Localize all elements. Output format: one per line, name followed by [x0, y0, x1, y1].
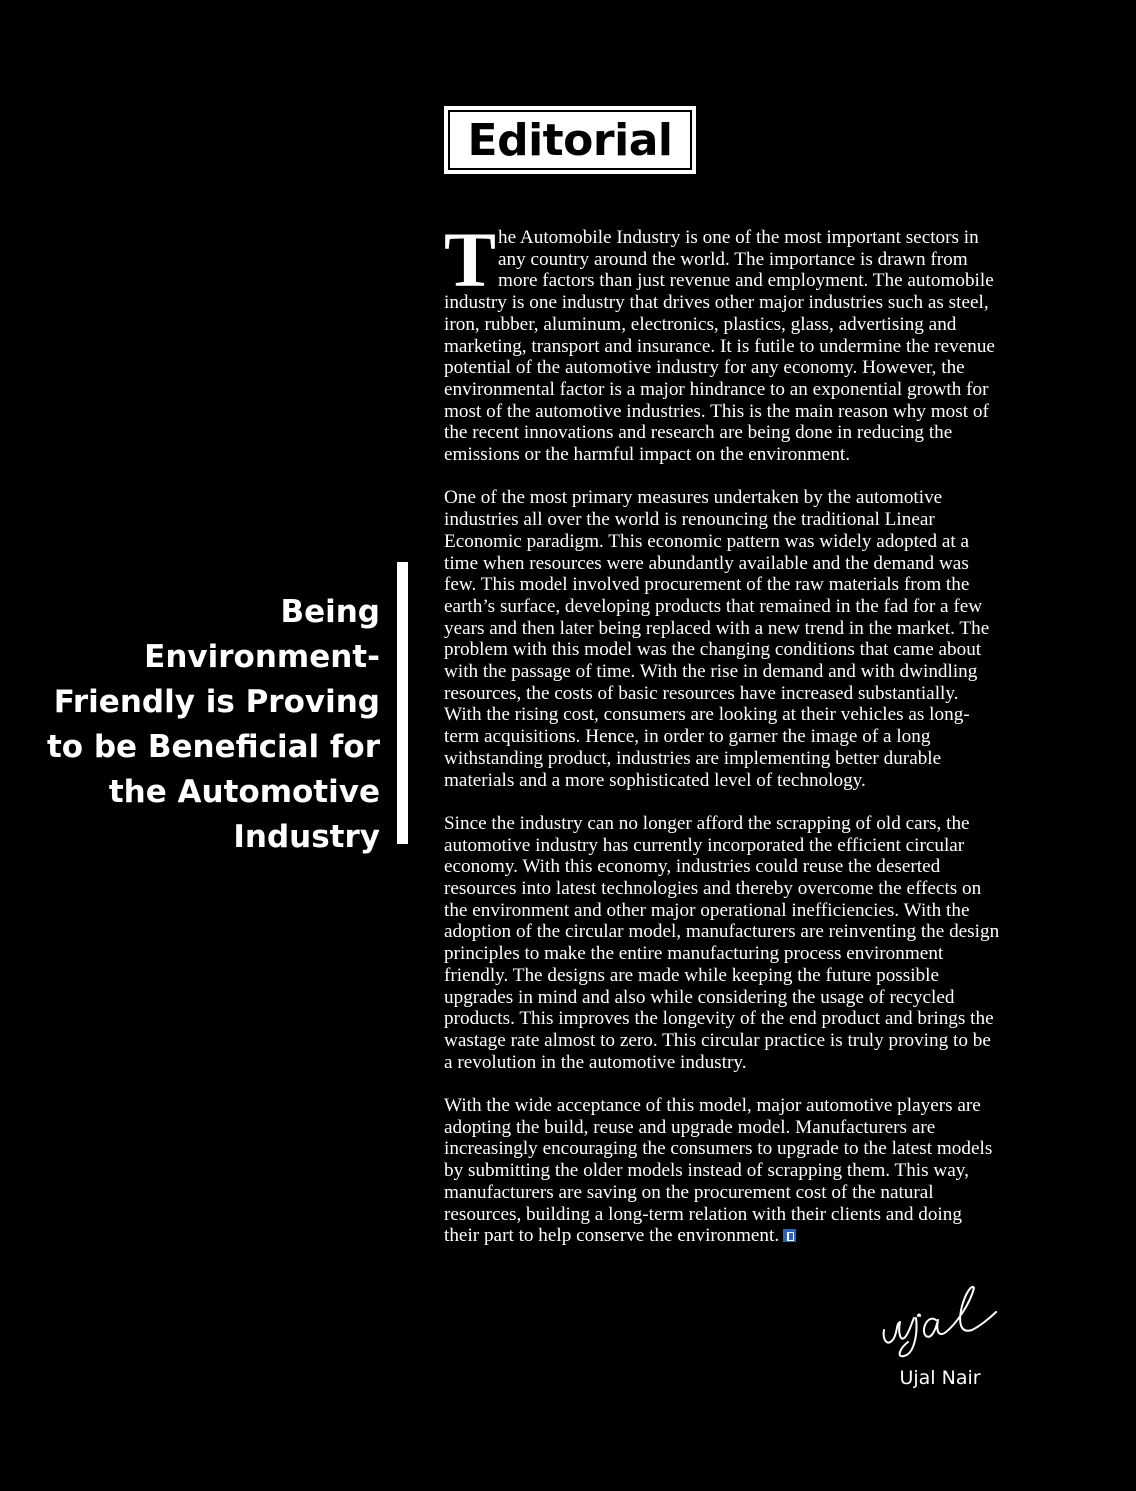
article-paragraph-4 [444, 1095, 1000, 1247]
headline-divider [397, 562, 408, 844]
paragraph-4-text: With the wide acceptance of this model, major automotive players are adopting the build, reuse and upgrade model. Manufacturers are increasingly encouraging the consumers to upgrade to the latest models by submitting the older models instead of scrapping them. This way, manufacturers are saving on the procurement cost of the natural resources, building a long-term relation with their clients and doing their part to help conserve the environment. [444, 1095, 993, 1247]
article-paragraph-1 [444, 216, 1000, 466]
drop-cap: T [444, 216, 497, 303]
article-body [444, 216, 1000, 1269]
author-name: Ujal Nair [899, 1367, 981, 1389]
paragraph-1-text: he Automobile Industry is one of the most important sectors in any country around the world. The importance is drawn from more factors than just revenue and employment. The automobile industry is one industry that drives other major industries such as steel, iron, rubber, aluminum, electronics, plastics, glass, advertising and marketing, transport and insurance. It is futile to undermine the revenue potential of the automotive industry for any economy. However, the environmental factor is a major hindrance to an exponential growth for most of the automotive industries. This is the main reason why most of the recent innovations and research are being done in reducing the emissions or the harmful impact on the environment. [444, 227, 995, 466]
editorial-title-box [444, 106, 696, 174]
article-paragraph-3: Since the industry can no longer afford the scrapping of old cars, the automotive industry has currently incorporated the efficient circular economy. With this economy, industries could reuse the deserted resources into latest technologies and thereby overcome the effects on the environment and other major operational inefficiencies. With the adoption of the circular model, manufacturers are reinventing the design principles to make the entire manufacturing process environment friendly. The designs are made while keeping the future possible upgrades in mind and also while considering the usage of recycled products. This improves the longevity of the end product and brings the wastage rate almost to zero. This circular practice is truly proving to be a revolution in the automotive industry. [444, 812, 1000, 1073]
article-headline: Being Environment-Friendly is Proving to be Beneficial for the Automotive Industry [46, 594, 380, 855]
end-of-article-icon [783, 1229, 796, 1242]
page-title: Editorial [467, 114, 673, 166]
article-paragraph-2: One of the most primary measures undertaken by the automotive industries all over the world is renouncing the traditional Linear Economic paradigm. This economic pattern was widely adopted at a time when resources were abundantly available and the demand was few. This model involved procurement of the raw materials from the earth’s surface, developing products that remained in the fad for a few years and then later being replaced with a new trend in the market. The problem with this model was the changing conditions that came about with the passage of time. With the rise in demand and with dwindling resources, the costs of basic resources have increased substantially. With the rising cost, consumers are looking at their vehicles as long-term acquisitions. Hence, in order to garner the image of a long withstanding product, industries are implementing better durable materials and a more sophisticated level of technology. [444, 487, 990, 791]
signature-graphic [874, 1278, 1010, 1358]
